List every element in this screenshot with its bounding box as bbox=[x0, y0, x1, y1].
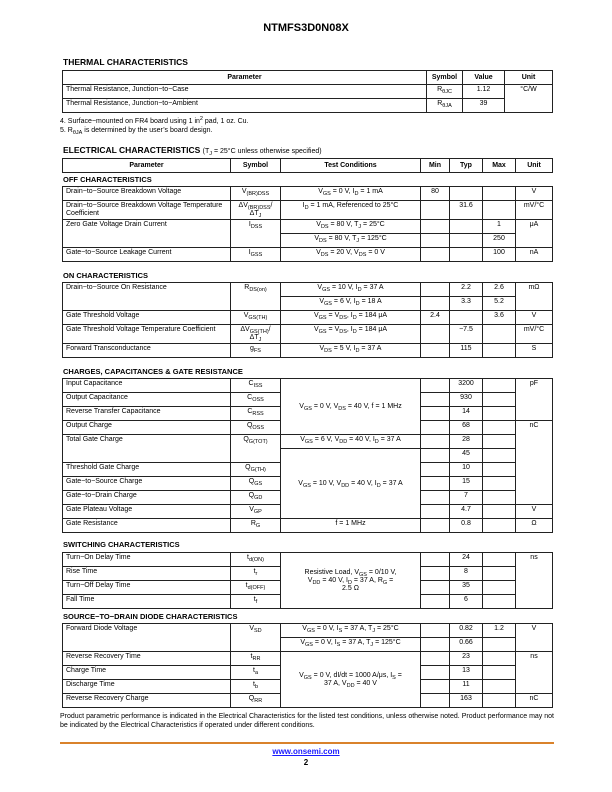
off-heading: OFF CHARACTERISTICS bbox=[63, 175, 152, 184]
param-cell: Reverse Recovery Charge bbox=[63, 694, 231, 708]
typ-cell bbox=[450, 248, 483, 262]
condition-cell: $V_{GS} = 6$ V, $V_{DD} = 40$ V, $I_D = 37$ A bbox=[281, 435, 421, 449]
table-header-row bbox=[63, 159, 553, 173]
param-cell: Gate Plateau Voltage bbox=[63, 505, 231, 519]
max-cell bbox=[483, 201, 516, 220]
symbol-cell: $C_{RSS}$ bbox=[231, 407, 281, 421]
typ-cell: 15 bbox=[450, 477, 483, 491]
symbol-cell: $\Delta V_{GS(TH)}/$ $\Delta T_J$ bbox=[231, 325, 281, 344]
param-cell: Gate−to−Source Leakage Current bbox=[63, 248, 231, 262]
footnotes bbox=[60, 117, 249, 135]
unit-cell: pF bbox=[516, 379, 553, 421]
max-cell bbox=[483, 463, 516, 477]
param-cell: Discharge Time bbox=[63, 680, 231, 694]
typ-cell bbox=[450, 311, 483, 325]
typ-cell: 28 bbox=[450, 435, 483, 449]
param-cell: Threshold Gate Charge bbox=[63, 463, 231, 477]
max-cell: 1 bbox=[483, 220, 516, 234]
symbol-cell: $t_{d(ON)}$ bbox=[231, 553, 281, 567]
typ-cell: 2.2 bbox=[450, 283, 483, 297]
max-cell bbox=[483, 553, 516, 567]
unit-cell: nC bbox=[516, 421, 553, 505]
symbol-cell: $R_{\theta JC}$ bbox=[427, 85, 463, 99]
unit-cell: mV/°C bbox=[516, 325, 553, 344]
max-cell bbox=[483, 694, 516, 708]
unit-cell: mΩ bbox=[516, 283, 553, 311]
unit-cell: ns bbox=[516, 553, 553, 609]
condition-cell: $V_{DS} = 20$ V, $V_{DS} = 0$ V bbox=[281, 248, 421, 262]
min-cell bbox=[421, 581, 450, 595]
symbol-cell: $R_G$ bbox=[231, 519, 281, 533]
typ-cell: −7.5 bbox=[450, 325, 483, 344]
electrical-condition: ($T_J = 25^\circ C$ unless otherwise specified) bbox=[202, 148, 322, 157]
table-row bbox=[63, 325, 553, 344]
table-row bbox=[63, 652, 553, 666]
unit-cell: ns bbox=[516, 652, 553, 694]
min-cell bbox=[421, 283, 450, 297]
condition-cell: Resistive Load, $V_{GS} = 0/10$ V, $V_{DD} = 40$ V, $I_D = 37$ A, $R_G = 2.5$ Ω bbox=[281, 553, 421, 609]
condition-cell: $V_{GS} = 6$ V, $I_D = 18$ A bbox=[281, 297, 421, 311]
footnote: 4. Surface−mounted on FR4 board using 1 $in^2$ pad, 1 oz. Cu. bbox=[60, 116, 249, 125]
thermal-heading: THERMAL CHARACTERISTICS bbox=[63, 57, 188, 67]
footer-note: Product parametric performance is indicated in the Electrical Characteristics for the listed test conditions, unless otherwise noted. Product performance may not be indicated by the Electrical Characteristics if operated under different conditions. bbox=[60, 713, 554, 729]
symbol-cell: $t_a$ bbox=[231, 666, 281, 680]
table-row bbox=[63, 553, 553, 567]
electrical-heading bbox=[63, 145, 322, 155]
unit-cell: V bbox=[516, 505, 553, 519]
table-row bbox=[63, 283, 553, 297]
typ-cell: 3.3 bbox=[450, 297, 483, 311]
param-cell: Gate Threshold Voltage Temperature Coefficient bbox=[63, 325, 231, 344]
min-cell bbox=[421, 491, 450, 505]
param-cell: Drain−to−Source Breakdown Voltage Temperature Coefficient bbox=[63, 201, 231, 220]
typ-cell: 13 bbox=[450, 666, 483, 680]
min-cell bbox=[421, 694, 450, 708]
symbol-cell: $I_{GSS}$ bbox=[231, 248, 281, 262]
max-cell bbox=[483, 379, 516, 393]
param-cell: Gate−to−Source Charge bbox=[63, 477, 231, 491]
min-cell bbox=[421, 421, 450, 435]
condition-cell: $V_{GS} = 0$ V, $I_D = 1$ mA bbox=[281, 187, 421, 201]
table-row bbox=[63, 379, 553, 393]
max-cell bbox=[483, 407, 516, 421]
param-cell: Charge Time bbox=[63, 666, 231, 680]
symbol-cell: $R_{DS(on)}$ bbox=[231, 283, 281, 311]
param-cell: Thermal Resistance, Junction−to−Ambient bbox=[63, 99, 427, 113]
max-cell: 5.2 bbox=[483, 297, 516, 311]
symbol-cell: $t_b$ bbox=[231, 680, 281, 694]
footnote: 5. $R_{\theta JA}$ is determined by the user’s board design. bbox=[60, 127, 213, 136]
typ-cell: 0.66 bbox=[450, 638, 483, 652]
max-cell: 2.6 bbox=[483, 283, 516, 297]
min-cell bbox=[421, 435, 450, 449]
col-header: Value bbox=[463, 71, 505, 85]
typ-cell: 14 bbox=[450, 407, 483, 421]
param-cell: Reverse Transfer Capacitance bbox=[63, 407, 231, 421]
max-cell bbox=[483, 421, 516, 435]
param-cell: Output Capacitance bbox=[63, 393, 231, 407]
min-cell bbox=[421, 449, 450, 463]
min-cell bbox=[421, 463, 450, 477]
typ-cell: 4.7 bbox=[450, 505, 483, 519]
switching-heading: SWITCHING CHARACTERISTICS bbox=[63, 540, 180, 549]
col-header: Test Conditions bbox=[281, 159, 421, 173]
max-cell bbox=[483, 477, 516, 491]
symbol-cell: $Q_{GD}$ bbox=[231, 491, 281, 505]
max-cell bbox=[483, 187, 516, 201]
table-row bbox=[63, 519, 553, 533]
unit-cell: mV/°C bbox=[516, 201, 553, 220]
typ-cell: 0.82 bbox=[450, 624, 483, 638]
diode-table bbox=[62, 623, 553, 708]
param-cell: Zero Gate Voltage Drain Current bbox=[63, 220, 231, 248]
value-cell: 1.12 bbox=[463, 85, 505, 99]
col-header: Symbol bbox=[427, 71, 463, 85]
typ-cell bbox=[450, 220, 483, 234]
table-row bbox=[63, 201, 553, 220]
unit-cell: V bbox=[516, 311, 553, 325]
symbol-cell: $Q_{RR}$ bbox=[231, 694, 281, 708]
condition-cell: $I_D = 1$ mA, Referenced to 25°C bbox=[281, 201, 421, 220]
max-cell bbox=[483, 666, 516, 680]
max-cell bbox=[483, 638, 516, 652]
typ-cell: 7 bbox=[450, 491, 483, 505]
min-cell bbox=[421, 379, 450, 393]
footer-rule bbox=[60, 742, 554, 744]
max-cell bbox=[483, 449, 516, 463]
table-row bbox=[63, 99, 553, 113]
document-title: NTMFS3D0N08X bbox=[263, 22, 349, 34]
symbol-cell: $t_{d(OFF)}$ bbox=[231, 581, 281, 595]
min-cell bbox=[421, 477, 450, 491]
table-row bbox=[63, 187, 553, 201]
unit-cell: Ω bbox=[516, 519, 553, 533]
off-table bbox=[62, 186, 553, 262]
max-cell bbox=[483, 491, 516, 505]
diode-heading: SOURCE−TO−DRAIN DIODE CHARACTERISTICS bbox=[63, 612, 238, 621]
typ-cell: 45 bbox=[450, 449, 483, 463]
condition-cell: $V_{GS} = 0$ V, $I_S = 37$ A, $T_J = 25^\circ C$ bbox=[281, 624, 421, 638]
max-cell bbox=[483, 505, 516, 519]
condition-cell: $V_{GS} = 10$ V, $I_D = 37$ A bbox=[281, 283, 421, 297]
condition-cell: $V_{GS} = 0$ V, $I_S = 37$ A, $T_J = 125^\circ C$ bbox=[281, 638, 421, 652]
min-cell bbox=[421, 553, 450, 567]
min-cell bbox=[421, 220, 450, 234]
symbol-cell: $I_{DSS}$ bbox=[231, 220, 281, 248]
table-row bbox=[63, 85, 553, 99]
param-cell: Gate Resistance bbox=[63, 519, 231, 533]
param-cell: Gate−to−Drain Charge bbox=[63, 491, 231, 505]
table-header-row bbox=[63, 71, 553, 85]
typ-cell: 930 bbox=[450, 393, 483, 407]
symbol-cell: $Q_{G(TH)}$ bbox=[231, 463, 281, 477]
max-cell bbox=[483, 393, 516, 407]
typ-cell: 11 bbox=[450, 680, 483, 694]
min-cell bbox=[421, 595, 450, 609]
charges-heading: CHARGES, CAPACITANCES & GATE RESISTANCE bbox=[63, 367, 243, 376]
condition-cell: $V_{GS} = 0$ V, dI/dt = 1000 A/μs, $I_S = 37$ A, $V_{DD} = 40$ V bbox=[281, 652, 421, 708]
param-cell: Thermal Resistance, Junction−to−Case bbox=[63, 85, 427, 99]
value-cell: 39 bbox=[463, 99, 505, 113]
condition-cell: f = 1 MHz bbox=[281, 519, 421, 533]
param-cell: Fall Time bbox=[63, 595, 231, 609]
col-header: Symbol bbox=[231, 159, 281, 173]
unit-cell: V bbox=[516, 187, 553, 201]
col-header: Unit bbox=[516, 159, 553, 173]
min-cell bbox=[421, 325, 450, 344]
col-header: Parameter bbox=[63, 71, 427, 85]
condition-cell: $V_{DS} = 80$ V, $T_J = 125^\circ C$ bbox=[281, 234, 421, 248]
table-row bbox=[63, 624, 553, 638]
symbol-cell: $V_{(BR)DSS}$ bbox=[231, 187, 281, 201]
max-cell bbox=[483, 581, 516, 595]
typ-cell: 31.6 bbox=[450, 201, 483, 220]
param-cell: Rise Time bbox=[63, 567, 231, 581]
table-row bbox=[63, 220, 553, 234]
electrical-title: ELECTRICAL CHARACTERISTICS bbox=[63, 145, 201, 155]
symbol-cell: $Q_{GS}$ bbox=[231, 477, 281, 491]
typ-cell: 6 bbox=[450, 595, 483, 609]
min-cell bbox=[421, 393, 450, 407]
param-cell: Total Gate Charge bbox=[63, 435, 231, 463]
symbol-cell: $\Delta V_{(BR)DSS}/$ $\Delta T_J$ bbox=[231, 201, 281, 220]
table-row bbox=[63, 344, 553, 358]
max-cell bbox=[483, 652, 516, 666]
symbol-cell: $V_{GP}$ bbox=[231, 505, 281, 519]
symbol-cell: $t_f$ bbox=[231, 595, 281, 609]
switching-table bbox=[62, 552, 553, 609]
param-cell: Forward Diode Voltage bbox=[63, 624, 231, 652]
condition-cell: $V_{GS} = 0$ V, $V_{DS} = 40$ V, f = 1 MHz bbox=[281, 379, 421, 435]
min-cell bbox=[421, 666, 450, 680]
condition-cell: $V_{DS} = 5$ V, $I_D = 37$ A bbox=[281, 344, 421, 358]
symbol-cell: $Q_{OSS}$ bbox=[231, 421, 281, 435]
thermal-table bbox=[62, 70, 553, 113]
min-cell bbox=[421, 234, 450, 248]
max-cell: 250 bbox=[483, 234, 516, 248]
typ-cell: 0.8 bbox=[450, 519, 483, 533]
typ-cell bbox=[450, 187, 483, 201]
symbol-cell: $t_{RR}$ bbox=[231, 652, 281, 666]
max-cell bbox=[483, 435, 516, 449]
condition-cell: $V_{GS} = V_{DS}$, $I_D = 184$ μA bbox=[281, 325, 421, 344]
typ-cell: 3200 bbox=[450, 379, 483, 393]
typ-cell bbox=[450, 234, 483, 248]
condition-cell: $V_{GS} = V_{DS}$, $I_D = 184$ μA bbox=[281, 311, 421, 325]
max-cell bbox=[483, 680, 516, 694]
min-cell bbox=[421, 201, 450, 220]
min-cell bbox=[421, 505, 450, 519]
max-cell bbox=[483, 595, 516, 609]
min-cell bbox=[421, 652, 450, 666]
max-cell: 3.6 bbox=[483, 311, 516, 325]
min-cell bbox=[421, 567, 450, 581]
condition-cell: $V_{GS} = 10$ V, $V_{DD} = 40$ V, $I_D = 37$ A bbox=[281, 449, 421, 519]
typ-cell: 68 bbox=[450, 421, 483, 435]
website-link[interactable]: www.onsemi.com bbox=[272, 747, 340, 756]
typ-cell: 35 bbox=[450, 581, 483, 595]
min-cell: 2.4 bbox=[421, 311, 450, 325]
min-cell bbox=[421, 297, 450, 311]
col-header: Min bbox=[421, 159, 450, 173]
min-cell bbox=[421, 344, 450, 358]
max-cell: 1.2 bbox=[483, 624, 516, 638]
typ-cell: 8 bbox=[450, 567, 483, 581]
min-cell: 80 bbox=[421, 187, 450, 201]
unit-cell: °C/W bbox=[505, 85, 553, 113]
max-cell bbox=[483, 344, 516, 358]
typ-cell: 23 bbox=[450, 652, 483, 666]
col-header: Parameter bbox=[63, 159, 231, 173]
on-table bbox=[62, 282, 553, 358]
typ-cell: 115 bbox=[450, 344, 483, 358]
unit-cell: V bbox=[516, 624, 553, 652]
table-row bbox=[63, 435, 553, 449]
unit-cell: nC bbox=[516, 694, 553, 708]
condition-cell: $V_{DS} = 80$ V, $T_J = 25^\circ C$ bbox=[281, 220, 421, 234]
typ-cell: 163 bbox=[450, 694, 483, 708]
page-number: 2 bbox=[303, 758, 309, 767]
col-header: Typ bbox=[450, 159, 483, 173]
param-cell: Drain−to−Source Breakdown Voltage bbox=[63, 187, 231, 201]
param-cell: Drain−to−Source On Resistance bbox=[63, 283, 231, 311]
param-cell: Gate Threshold Voltage bbox=[63, 311, 231, 325]
on-heading: ON CHARACTERISTICS bbox=[63, 271, 149, 280]
charges-table bbox=[62, 378, 553, 533]
min-cell bbox=[421, 624, 450, 638]
symbol-cell: $g_{FS}$ bbox=[231, 344, 281, 358]
symbol-cell: $t_r$ bbox=[231, 567, 281, 581]
param-cell: Turn−Off Delay Time bbox=[63, 581, 231, 595]
min-cell bbox=[421, 519, 450, 533]
symbol-cell: $V_{GS(TH)}$ bbox=[231, 311, 281, 325]
min-cell bbox=[421, 638, 450, 652]
unit-cell: nA bbox=[516, 248, 553, 262]
param-cell: Input Capacitance bbox=[63, 379, 231, 393]
unit-cell: μA bbox=[516, 220, 553, 248]
max-cell bbox=[483, 519, 516, 533]
min-cell bbox=[421, 407, 450, 421]
unit-cell: S bbox=[516, 344, 553, 358]
typ-cell: 24 bbox=[450, 553, 483, 567]
electrical-header-table bbox=[62, 158, 553, 173]
col-header: Max bbox=[483, 159, 516, 173]
col-header: Unit bbox=[505, 71, 553, 85]
param-cell: Turn−On Delay Time bbox=[63, 553, 231, 567]
param-cell: Forward Transconductance bbox=[63, 344, 231, 358]
symbol-cell: $C_{ISS}$ bbox=[231, 379, 281, 393]
param-cell: Output Charge bbox=[63, 421, 231, 435]
param-cell: Reverse Recovery Time bbox=[63, 652, 231, 666]
table-row bbox=[63, 248, 553, 262]
symbol-cell: $V_{SD}$ bbox=[231, 624, 281, 652]
max-cell bbox=[483, 325, 516, 344]
symbol-cell: $C_{OSS}$ bbox=[231, 393, 281, 407]
min-cell bbox=[421, 248, 450, 262]
typ-cell: 10 bbox=[450, 463, 483, 477]
max-cell bbox=[483, 567, 516, 581]
max-cell: 100 bbox=[483, 248, 516, 262]
min-cell bbox=[421, 680, 450, 694]
symbol-cell: $R_{\theta JA}$ bbox=[427, 99, 463, 113]
symbol-cell: $Q_{G(TOT)}$ bbox=[231, 435, 281, 463]
table-row bbox=[63, 311, 553, 325]
